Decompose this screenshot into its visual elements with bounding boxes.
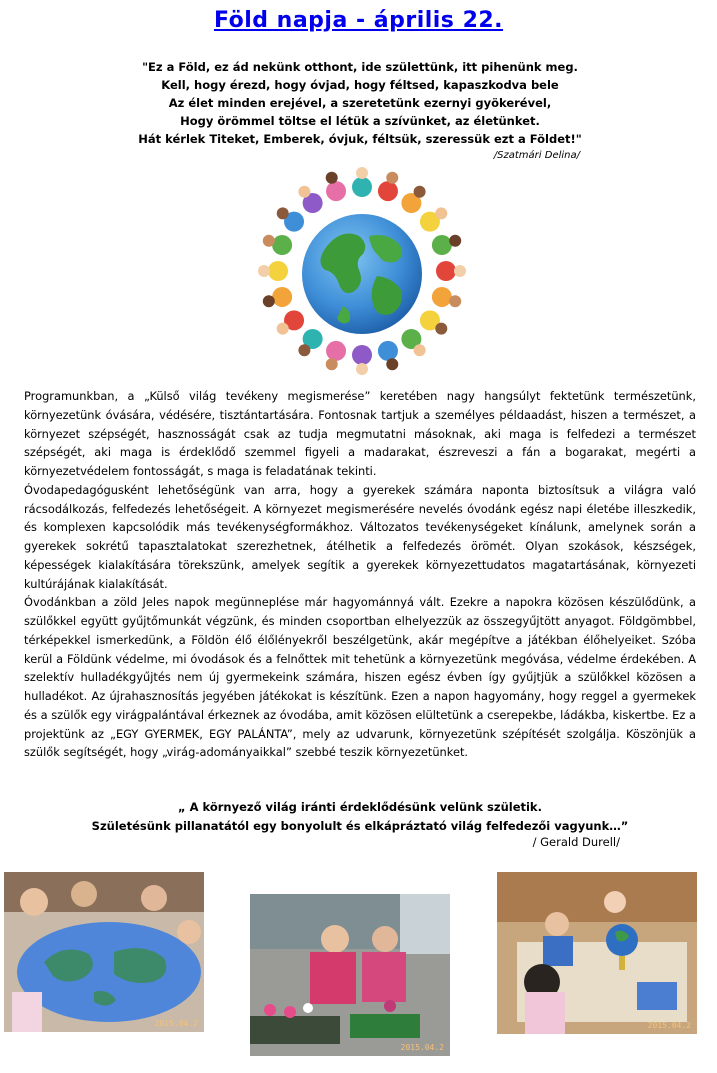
child-head: [326, 172, 338, 184]
child-head: [277, 207, 289, 219]
child-figure: [272, 287, 292, 307]
globe-icon: [257, 166, 467, 376]
quote-author: / Gerald Durell/: [532, 835, 620, 849]
photo-globe-table: [497, 872, 697, 1034]
child-head: [277, 323, 289, 335]
child-head: [263, 295, 275, 307]
child-head: [449, 235, 461, 247]
child-head: [356, 363, 368, 375]
child-head: [356, 167, 368, 179]
child-head: [435, 323, 447, 335]
photo-image: [4, 872, 204, 1032]
photo-date: 2015.04.2: [400, 1043, 444, 1052]
paragraph: Óvodánkban a zöld Jeles napok megünneplése már hagyománnyá vált. Ezekre a napokra közösen készülődünk, a szülőkkel együtt gyűjtőmunkát végzünk, és minden csoportban elhelyezzük az összegyűjtött anyagot. Földgömbbel, térképekkel ismerkedünk, a Földön élő élőlényekről beszélgetünk, akár megépítve a játékban élőhelyeiket. Szóba kerül a Földünk védelme, mi óvodások és a felnőttek mit tehetünk a környezetünk megóvása, védelme érdekében. A szelektív hulladékgyűjtés nem új gyermekeink számára, hiszen egész évben így gyűjtjük a szülőkkel közösen a hulladékot. Az újrahasznosítás jegyében játékokat is készítünk. Ezen a napon hagyomány, hogy reggel a gyermekek és a szülők egy virágpalántával érkeznek az óvodába, amit közösen elültetünk a cserepekbe, ládákba, kiskertbe. Ez a projektünk az „EGY GYERMEK, EGY PALÁNTA”, mely az udvarunk, környezetünk szépítését szolgálja. Köszönjük a szülők segítségét, hogy „virág-adományaikkal” szebbé teszik környezetünket.: [24, 595, 696, 760]
child-figure: [352, 177, 372, 197]
child-head: [258, 265, 270, 277]
child-figure: [352, 345, 372, 365]
poem-line: Az élet minden erejével, a szeretetünk ezernyi gyökerével,: [168, 96, 552, 110]
child-figure: [268, 261, 288, 281]
paragraph: Programunkban, a „Külső világ tevékeny megismerése” keretében nagy hangsúlyt fektetünk természetünk, környezetünk óvására, védésére, tisztántartására. Fontosnak tartjuk a személyes példaadást, hiszen a természet, a környezet szépségét, hasznosságát csak az tudja megmutatni másoknak, aki maga is felfedezi a természet szépségét, aki maga is érdeklődő szemmel figyeli a madarakat, észreveszi a fán a bogarakat, megérti a környezetvédelem fontosságát, s maga is feladatának tekinti.: [24, 389, 696, 478]
page-title-container: [0, 8, 717, 33]
child-head: [414, 344, 426, 356]
quote-line: „ A környező világ iránti érdeklődésünk velünk születik.: [178, 800, 542, 814]
earth-children-illustration: [257, 166, 467, 376]
child-figure: [326, 341, 346, 361]
child-head: [263, 235, 275, 247]
child-figure: [432, 287, 452, 307]
poem-author: /Szatmári Delina/: [493, 150, 580, 161]
closing-quote: [60, 798, 660, 835]
child-head: [435, 207, 447, 219]
photo-image: [497, 872, 697, 1034]
child-head: [298, 344, 310, 356]
child-figure: [272, 235, 292, 255]
child-head: [326, 358, 338, 370]
poem-line: "Ez a Föld, ez ád nekünk otthont, ide születtünk, itt pihenünk meg.: [142, 60, 578, 74]
child-head: [414, 186, 426, 198]
child-figure: [326, 181, 346, 201]
child-head: [454, 265, 466, 277]
poem: [60, 58, 660, 148]
child-figure: [436, 261, 456, 281]
child-head: [386, 358, 398, 370]
poem-line: Kell, hogy érezd, hogy óvjad, hogy féltsed, kapaszkodva bele: [161, 78, 559, 92]
child-head: [298, 186, 310, 198]
page-title: Föld napja - április 22.: [213, 8, 504, 33]
photo-map-painting: [4, 872, 204, 1032]
photo-planting: [250, 894, 450, 1056]
article-body: [24, 387, 696, 762]
photo-image: [250, 894, 450, 1056]
paragraph: Óvodapedagógusként lehetőségünk van arra, hogy a gyerekek számára naponta biztosítsuk a világra való rácsodálkozás, felfedezés lehetőségeit. A környezet megismerésére nevelés óvodánk egész napi életébe illeszkedik, és komplexen kapcsolódik más tevékenységformákhoz. Változatos tevékenységeket kínálunk, amelynek során a gyerekek sokrétű tapasztalatokat szerezhetnek, átélhetik a felfedezés örömét. Olyan szokások, készségek, képességek kialakítására törekszünk, amelyek segítik a gyerekek környezettudatos magatartásának, környezeti kultúrájának kialakítását.: [24, 482, 696, 591]
child-figure: [378, 181, 398, 201]
photo-date: 2015.04.2: [154, 1019, 198, 1028]
child-figure: [432, 235, 452, 255]
child-head: [449, 295, 461, 307]
poem-line: Hát kérlek Titeket, Emberek, óvjuk, féltsük, szeressük ezt a Földet!": [138, 132, 582, 146]
quote-line: Születésünk pillanatától egy bonyolult és elkápráztató világ felfedezői vagyunk…”: [91, 818, 629, 833]
child-figure: [378, 341, 398, 361]
child-head: [386, 172, 398, 184]
photo-date: 2015.04.2: [647, 1021, 691, 1030]
poem-line: Hogy örömmel töltse el létük a szívünket, az életünket.: [180, 114, 540, 128]
